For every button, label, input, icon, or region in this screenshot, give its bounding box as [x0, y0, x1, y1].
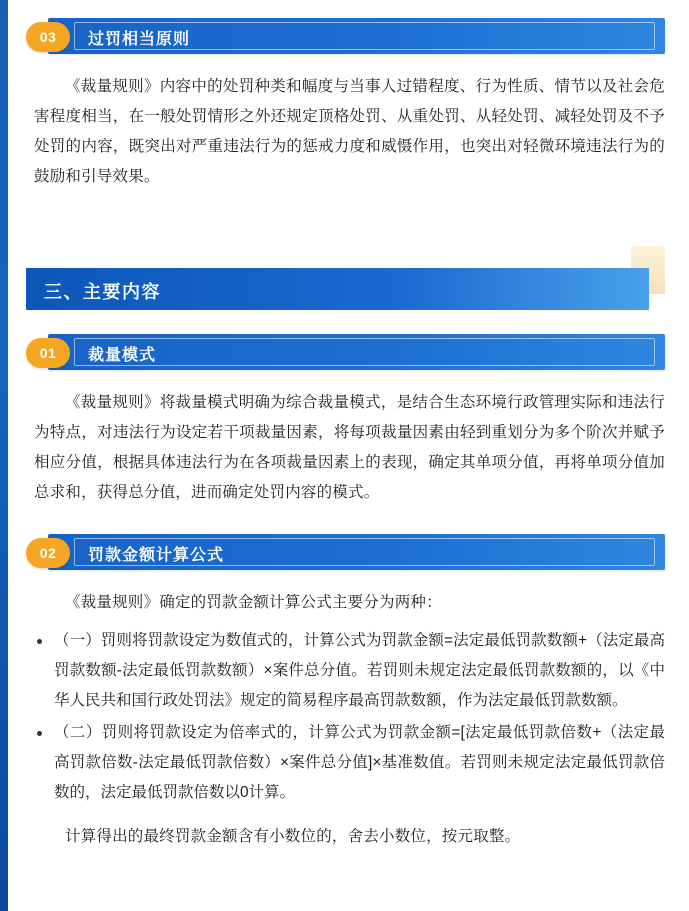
list-item: （一）罚则将罚款设定为数值式的，计算公式为罚款金额=法定最低罚款数额+（法定最高罚款数额-法定最低罚款数额）×案件总分值。若罚则未规定法定最低罚款数额的，以《中华人民共和国行政处罚法》规定的简易程序最高罚款数额，作为法定最低罚款数额。: [34, 626, 665, 716]
section-number-badge: 02: [26, 538, 70, 568]
section-header-02: [26, 534, 671, 574]
section-title: 裁量模式: [88, 347, 157, 364]
main-section-header: [26, 268, 671, 322]
section-number-badge: 01: [26, 338, 70, 368]
formula-list: [34, 626, 665, 808]
spacer: [26, 322, 671, 334]
section-number-badge: 03: [26, 22, 70, 52]
main-section-title: 三、主要内容: [44, 282, 161, 302]
section-02-closing: 计算得出的最终罚款金额含有小数位的，舍去小数位，按元取整。: [65, 828, 521, 845]
section-header-bar-inner: [74, 338, 655, 366]
section-header-01: [26, 334, 671, 374]
section-header-03: [26, 18, 671, 58]
list-item: （二）罚则将罚款设定为倍率式的，计算公式为罚款金额=[法定最低罚款倍数+（法定最高罚款倍数-法定最低罚款倍数）×案件总分值]×基准数值。若罚则未规定法定最低罚款倍数的，法定最低罚款倍数以0计算。: [34, 718, 665, 808]
spacer: [26, 508, 671, 534]
section-03-paragraph: 《裁量规则》内容中的处罚种类和幅度与当事人过错程度、行为性质、情节以及社会危害程度相当，在一般处罚情形之外还规定顶格处罚、从重处罚、从轻处罚、减轻处罚及不予处罚的内容，既突出对严重违法行为的惩戒力度和威慑作用，也突出对轻微环境违法行为的鼓励和引导效果。: [34, 78, 665, 185]
section-01-paragraph: 《裁量规则》将裁量模式明确为综合裁量模式，是结合生态环境行政管理实际和违法行为特点，对违法行为设定若干项裁量因素，将每项裁量因素由轻到重划分为多个阶次并赋予相应分值，根据具体违法行为在各项裁量因素上的表现，确定其单项分值，再将单项分值加总求和，获得总分值，进而确定处罚内容的模式。: [34, 394, 665, 501]
section-title: 过罚相当原则: [88, 31, 191, 48]
section-title: 罚款金额计算公式: [88, 547, 225, 564]
top-spacer: [26, 0, 671, 18]
section-02-intro: 《裁量规则》确定的罚款金额计算公式主要分为两种：: [65, 594, 442, 611]
spacer: [26, 192, 671, 250]
